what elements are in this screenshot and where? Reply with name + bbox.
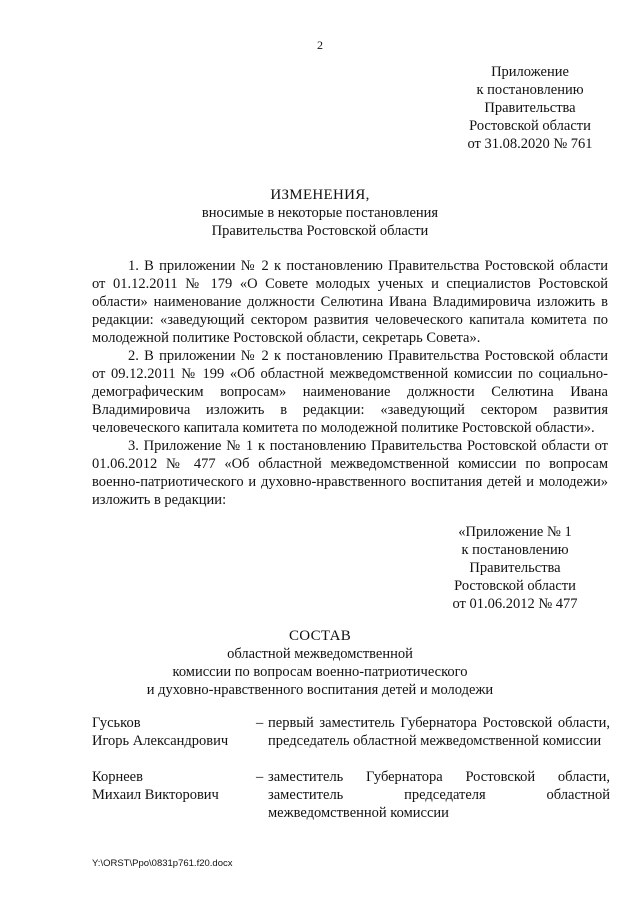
appendix-line: к постановлению — [461, 542, 569, 558]
member-surname: Гуськов — [92, 715, 141, 731]
member-dash: – — [256, 769, 264, 785]
sostav-subtitle-line: областной межведомственной — [227, 646, 413, 662]
changes-subtitle-line: вносимые в некоторые постановления — [201, 205, 439, 221]
members-list — [92, 714, 610, 840]
paragraph: 2. В приложении № 2 к постановлению Правительства Ростовской области от 09.12.2011 № 199 «Об областной межведомственной комиссии по социально-демографическим вопросам» наименование должности Селютина Ивана Владимировича изложить в редакции: «заведующий сектором развития человеческого капитала комитета по молодежной политике Ростовской области». — [92, 348, 608, 436]
member-name — [92, 714, 256, 750]
appendix-line: от 01.06.2012 № 477 — [452, 596, 578, 612]
footer-file-path: Y:\ORST\Ppo\0831p761.f20.docx — [92, 858, 233, 869]
inner-appendix-header — [410, 523, 620, 613]
changes-title-block — [0, 186, 640, 240]
changes-subtitle-line: Правительства Ростовской области — [211, 223, 429, 239]
appendix-line: к постановлению — [476, 82, 584, 98]
page-number: 2 — [317, 38, 323, 52]
member-row — [92, 714, 610, 750]
sostav-subtitle-line: и духовно-нравственного воспитания детей и молодежи — [146, 682, 494, 698]
member-surname: Корнеев — [92, 769, 143, 785]
changes-body — [92, 257, 608, 509]
sostav-title: СОСТАВ — [288, 628, 352, 644]
appendix-line: Ростовской области — [469, 118, 591, 134]
appendix-line: Правительства — [484, 100, 576, 116]
member-position: первый заместитель Губернатора Ростовской области, председатель областной межведомственной комиссии — [268, 715, 610, 749]
member-position: заместитель Губернатора Ростовской области, заместитель председателя областной межведомственной комиссии — [268, 769, 610, 821]
paragraph: 1. В приложении № 2 к постановлению Правительства Ростовской области от 01.12.2011 № 179 «О Совете молодых ученых и специалистов Ростовской области» наименование должности Селютина Ивана Владимировича изложить в редакции: «заведующий сектором развития человеческого капитала комитета по молодежной политике Ростовской области, секретарь Совета». — [92, 258, 608, 346]
member-row — [92, 768, 610, 822]
appendix-line: Приложение — [491, 64, 569, 80]
changes-title: ИЗМЕНЕНИЯ, — [270, 187, 370, 203]
sostav-title-block — [0, 627, 640, 699]
member-name — [92, 768, 256, 822]
member-given-names: Игорь Александрович — [92, 733, 229, 749]
appendix-line: «Приложение № 1 — [458, 524, 572, 540]
appendix-line: Ростовской области — [454, 578, 576, 594]
member-dash: – — [256, 715, 264, 731]
paragraph: 3. Приложение № 1 к постановлению Правительства Ростовской области от 01.06.2012 № 477 «Об областной межведомственной комиссии по вопросам военно-патриотического и духовно-нравственного воспитания детей и молодежи» изложить в редакции: — [92, 438, 608, 508]
appendix-line: от 31.08.2020 № 761 — [467, 136, 593, 152]
sostav-subtitle-line: комиссии по вопросам военно-патриотического — [172, 664, 468, 680]
appendix-header — [430, 63, 630, 153]
appendix-line: Правительства — [469, 560, 561, 576]
member-given-names: Михаил Викторович — [92, 787, 219, 803]
